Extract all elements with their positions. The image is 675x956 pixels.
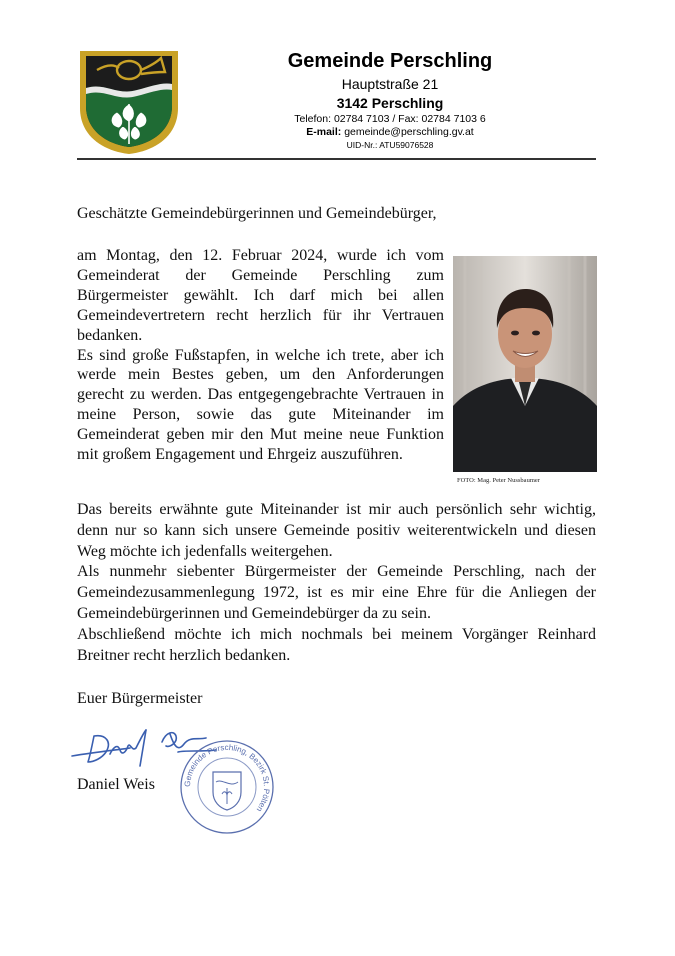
letterhead-city: 3142 Perschling bbox=[336, 95, 444, 111]
mayor-portrait-photo bbox=[453, 256, 597, 472]
letter-closing: Euer Bürgermeister bbox=[77, 690, 203, 707]
svg-text:Gemeinde Perschling, Bezirk St: Gemeinde Perschling, Bezirk St. Pölten bbox=[182, 742, 272, 814]
letter-paragraph-2 bbox=[77, 500, 596, 666]
paragraph-text: Es sind große Fußstapfen, in welche ich trete, aber ich werde mein Bestes geben, um den Anforderungen gerecht zu werden. Das entgegengebrachte Vertrauen in meine Person, sowie das gute Miteinander im Gemeinderat geben mir den Mut meine neue Funktion mit großem Engagement und Ehrgeiz auszuführen. bbox=[77, 346, 444, 464]
letterhead-uid: UID-Nr.: ATU59076528 bbox=[346, 140, 434, 150]
official-stamp-seal bbox=[178, 738, 276, 836]
letterhead-title: Gemeinde Perschling bbox=[287, 50, 493, 72]
letterhead-email-line bbox=[250, 126, 530, 138]
letterhead-phone-fax: Telefon: 02784 7103 / Fax: 02784 7103 6 bbox=[294, 113, 486, 125]
letterhead-divider bbox=[77, 158, 596, 160]
email-label: E-mail: bbox=[306, 126, 342, 138]
email-address[interactable]: gemeinde@perschling.gv.at bbox=[344, 126, 474, 138]
paragraph-text: Das bereits erwähnte gute Miteinander ist mir auch persönlich sehr wichtig, denn nur so kann sich unsere Gemeinde positiv weiterentwickeln und diesen Weg möchte ich jedenfalls weitergehen. bbox=[77, 501, 596, 560]
letter-paragraph-1 bbox=[77, 246, 444, 465]
photo-caption: FOTO: Mag. Peter Nussbaumer bbox=[457, 477, 540, 484]
paragraph-text: am Montag, den 12. Februar 2024, wurde ich vom Gemeinderat der Gemeinde Perschling zum Bürgermeister gewählt. Ich darf mich bei allen Gemeindevertretern recht herzlich für ihr Vertrauen bedanken. bbox=[77, 247, 444, 344]
letterhead-street: Hauptstraße 21 bbox=[341, 76, 439, 92]
letter-greeting: Geschätzte Gemeindebürgerinnen und Gemeindebürger, bbox=[77, 205, 437, 222]
signatory-name: Daniel Weis bbox=[77, 776, 155, 793]
municipal-crest-icon bbox=[77, 48, 181, 156]
paragraph-text: Abschließend möchte ich mich nochmals bei meinem Vorgänger Reinhard Breitner recht herzlich bedanken. bbox=[77, 625, 596, 664]
paragraph-text: Als nunmehr siebenter Bürgermeister der Gemeinde Perschling, nach der Gemeindezusammenlegung 1972, ist es mir eine Ehre für die Anliegen der Gemeindebürgerinnen und Gemeindebürger da zu sein. bbox=[77, 563, 596, 622]
